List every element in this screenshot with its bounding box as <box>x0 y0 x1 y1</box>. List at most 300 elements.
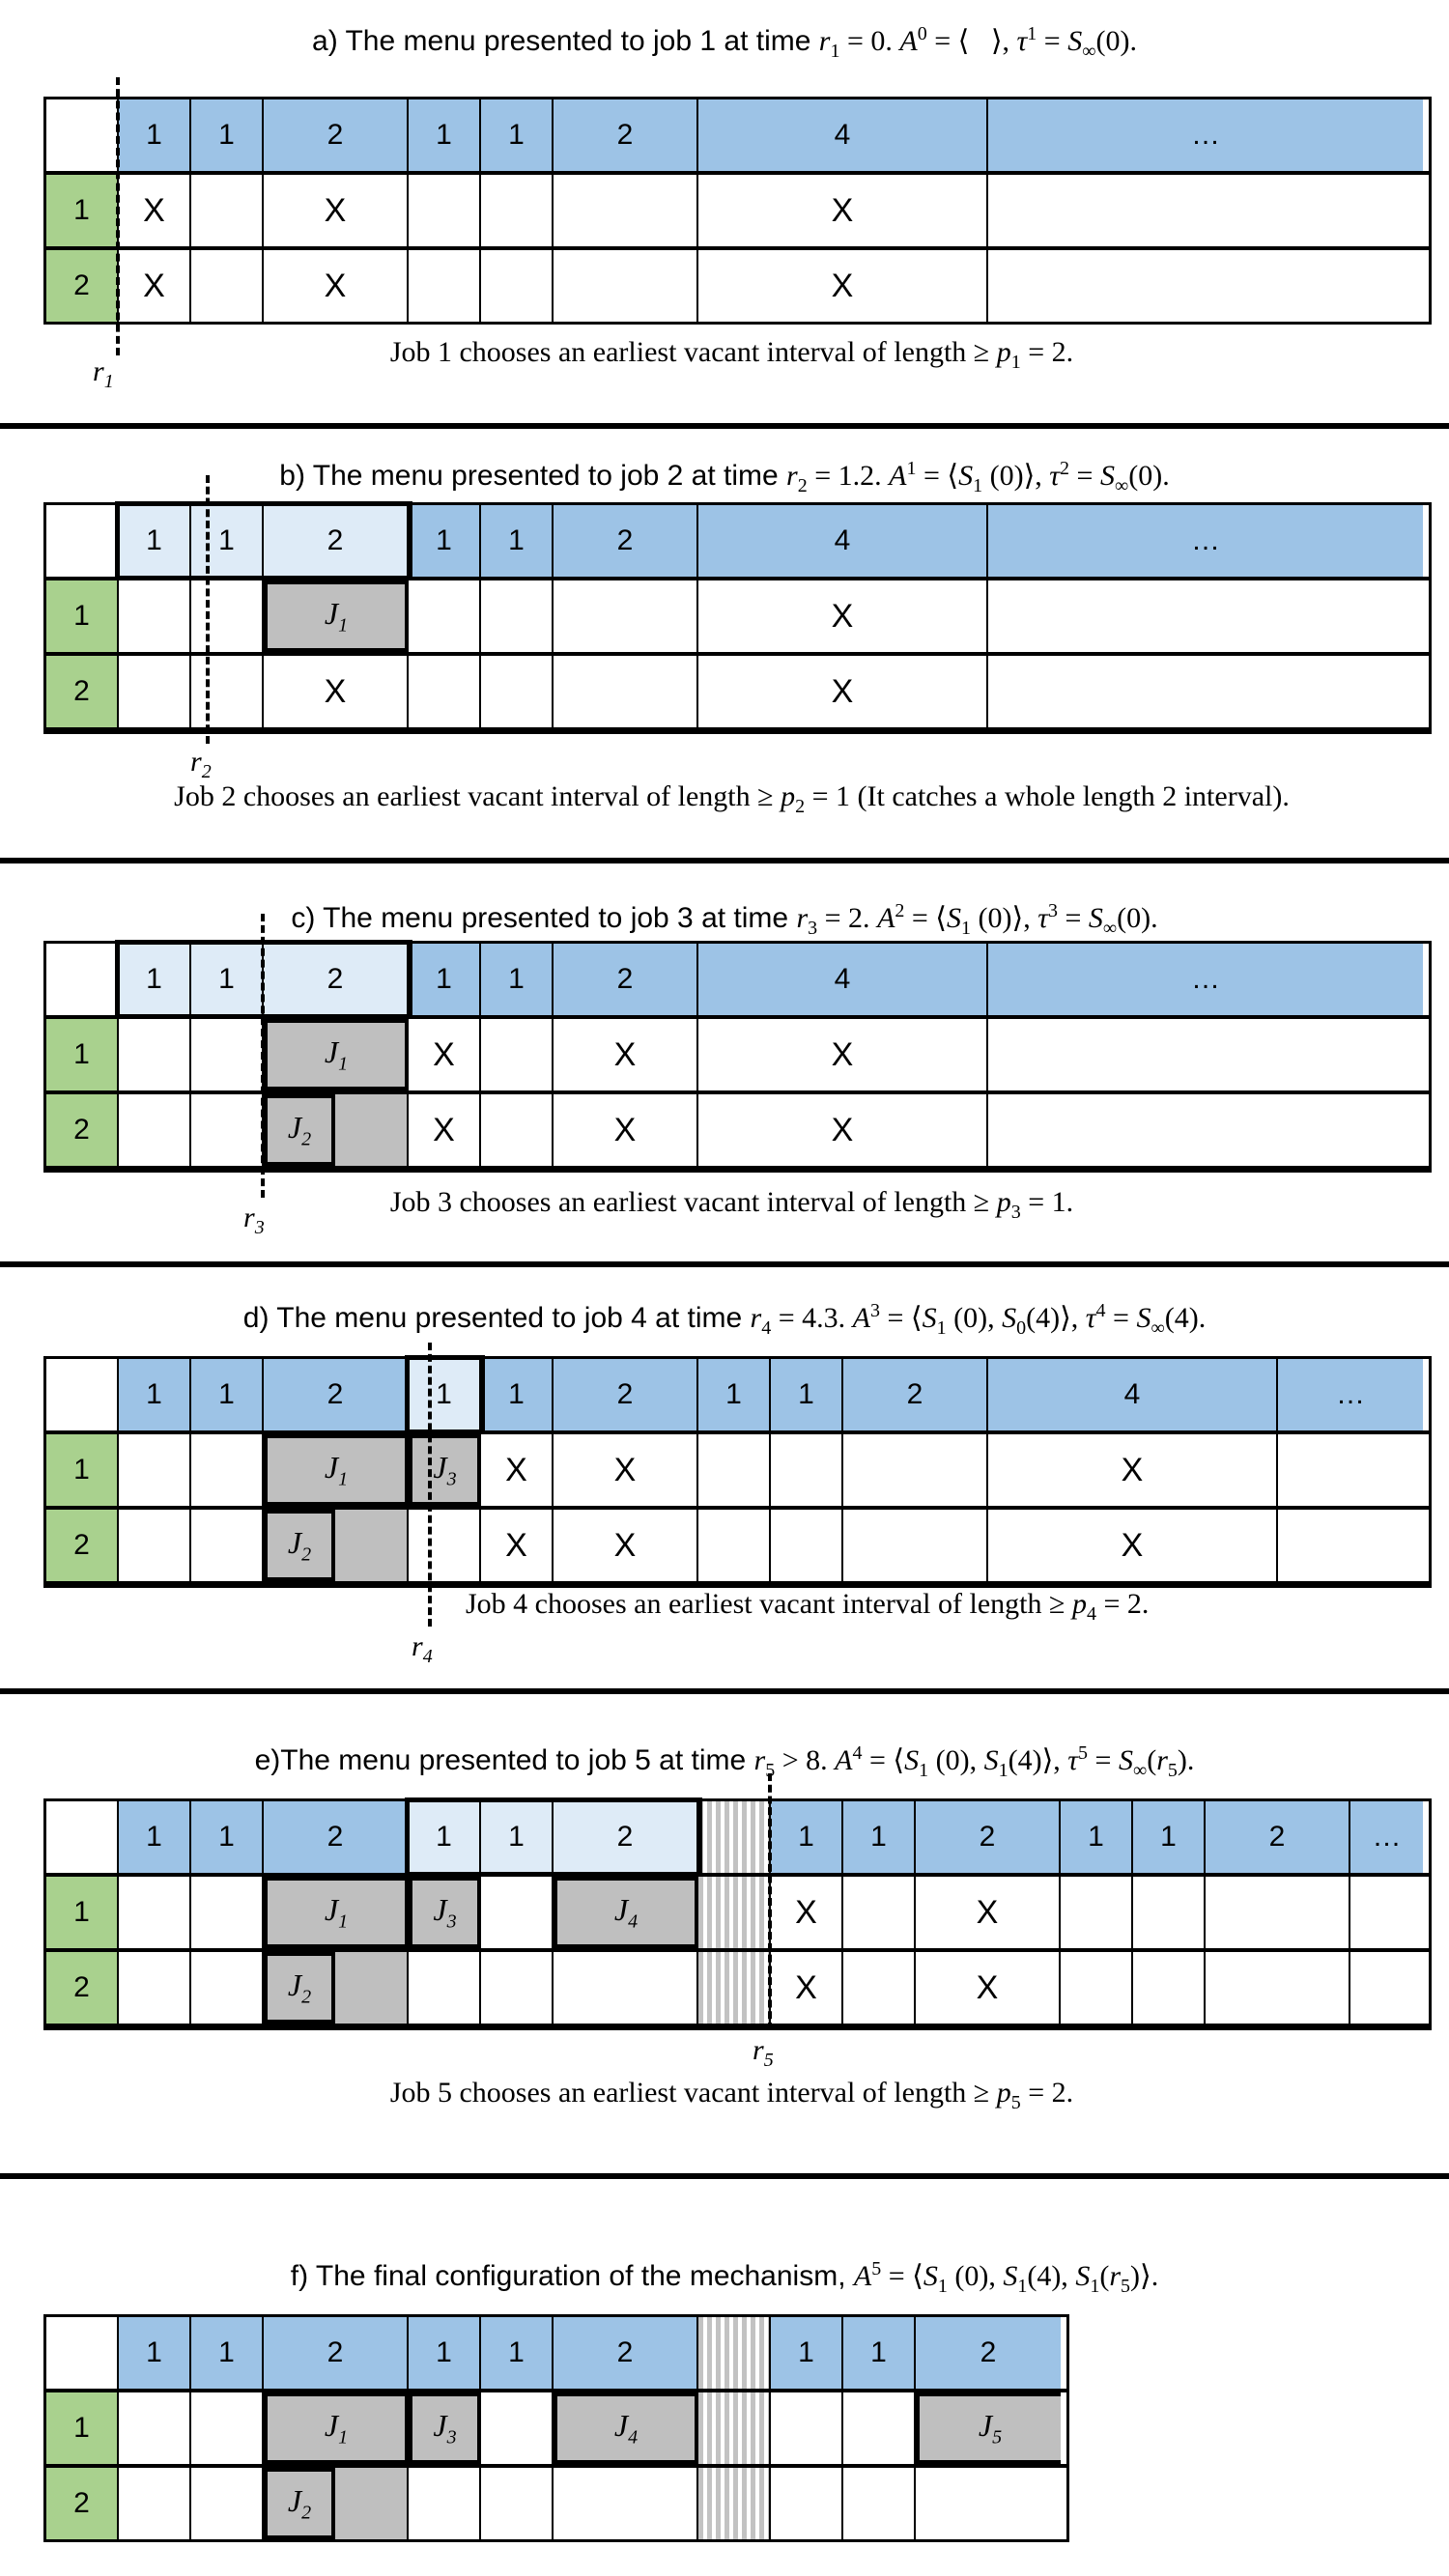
empty-cell <box>409 1510 481 1581</box>
menu-slot-cell <box>409 1359 481 1430</box>
slot-length-label: 1 <box>146 2336 162 2368</box>
text-segment: 5 <box>1167 1760 1178 1781</box>
slot-cell <box>481 505 554 577</box>
unavailable-cell <box>698 175 988 246</box>
text-segment: a) The menu presented to job 1 at time <box>312 25 819 57</box>
job-cell-j1 <box>264 1877 409 1948</box>
unavailable-cell <box>264 656 409 727</box>
unavailable-cell <box>916 1952 1061 2024</box>
text-segment: 5 <box>1121 2276 1130 2297</box>
machine-row <box>46 580 1429 656</box>
slot-cell <box>771 1359 843 1430</box>
text-segment: 1 <box>961 918 972 939</box>
text-segment: τ <box>1085 1302 1096 1334</box>
slot-cell <box>843 1359 988 1430</box>
text-segment: ∞ <box>1151 1317 1165 1339</box>
text-segment: > 8. <box>775 1744 836 1776</box>
empty-cell <box>481 1094 554 1166</box>
job-cell-j2 <box>264 2468 409 2539</box>
panel-c-timeline-table <box>43 941 1432 1173</box>
empty-cell <box>771 2392 843 2464</box>
empty-cell <box>843 2392 916 2464</box>
slot-length-label: 2 <box>979 1821 996 1853</box>
job-letter: J <box>613 1891 629 1927</box>
slot-length-label: 4 <box>834 119 851 151</box>
text-segment: S <box>1099 460 1115 492</box>
job-cell-j1 <box>264 580 409 652</box>
slot-length-label: 1 <box>218 1821 235 1853</box>
empty-cell <box>554 656 698 727</box>
slot-cell <box>1133 1801 1206 1873</box>
slot-cell <box>698 944 988 1015</box>
slot-cell <box>554 944 698 1015</box>
text-segment: (0). <box>1095 25 1137 57</box>
empty-cell <box>843 2468 916 2539</box>
elapsed-time-hatch-cell <box>698 1952 771 2024</box>
job-cell-j4 <box>554 1877 698 1948</box>
job-index: 1 <box>338 1053 349 1075</box>
text-segment: 3 <box>1010 1202 1021 1223</box>
empty-cell <box>843 1434 988 1506</box>
text-segment: 5 <box>763 2050 774 2071</box>
x-mark: X <box>1121 1451 1144 1488</box>
panel-d-caption <box>466 1586 1149 1632</box>
job-index: 1 <box>338 2426 349 2449</box>
ellipsis-cell <box>988 944 1423 1015</box>
job-half-box <box>264 1094 335 1166</box>
machine-row <box>46 1019 1429 1094</box>
slot-length-label: 1 <box>218 2336 235 2368</box>
text-segment: Job 2 chooses an earliest vacant interval of length ≥ <box>174 780 781 812</box>
job-label <box>288 1967 311 2008</box>
empty-cell <box>1133 1952 1206 2024</box>
unavailable-cell <box>554 1094 698 1166</box>
x-mark: X <box>505 1451 527 1488</box>
job-letter: J <box>287 1967 302 2002</box>
text-segment: τ <box>1037 902 1048 934</box>
slot-length-label: 1 <box>146 963 162 995</box>
machine-number: 1 <box>73 1896 90 1928</box>
empty-cell <box>409 656 481 727</box>
job-label <box>325 596 348 637</box>
slot-cell <box>264 99 409 171</box>
release-time-line <box>768 1773 772 2030</box>
empty-cell <box>409 2468 481 2539</box>
text-segment: 4 <box>1086 1603 1096 1625</box>
text-segment: (4), <box>1027 2260 1076 2292</box>
machine-number: 2 <box>73 269 90 301</box>
job-label <box>614 2408 638 2449</box>
text-segment: 3 <box>1047 900 1058 921</box>
text-segment: A <box>899 25 918 57</box>
unavailable-cell <box>771 1877 843 1948</box>
corner-cell <box>46 505 119 577</box>
text-segment: 1 <box>830 41 840 62</box>
text-segment: e)The menu presented to job 5 at time <box>254 1744 754 1776</box>
job-index: 5 <box>992 2426 1003 2449</box>
empty-cell <box>843 1877 916 1948</box>
text-segment: S <box>1067 25 1083 57</box>
text-segment: ( <box>1099 2260 1110 2292</box>
slot-cell <box>191 2317 264 2389</box>
text-segment: 1 <box>906 458 917 479</box>
unavailable-cell <box>481 1510 554 1581</box>
machine-row <box>46 1877 1429 1952</box>
unavailable-cell <box>481 1434 554 1506</box>
slot-length-label: 1 <box>436 119 452 151</box>
machine-number: 2 <box>73 675 90 707</box>
x-mark: X <box>831 191 854 229</box>
slot-cell <box>916 1801 1061 1873</box>
machine-row <box>46 250 1429 322</box>
empty-cell <box>409 250 481 322</box>
empty-cell <box>191 1434 264 1506</box>
text-segment: 1 <box>1027 23 1037 44</box>
slot-cell <box>409 505 481 577</box>
slot-length-label: … <box>1191 963 1220 995</box>
text-segment: (0). <box>1128 460 1170 492</box>
empty-cell <box>409 1952 481 2024</box>
job-letter: J <box>287 1109 302 1145</box>
job-letter: J <box>324 1033 339 1069</box>
elapsed-time-hatch-cell <box>698 2392 771 2464</box>
release-time-label <box>412 1630 433 1668</box>
text-segment: r <box>190 746 202 778</box>
text-segment: 0 <box>917 23 927 44</box>
slot-length-label: 1 <box>508 524 525 556</box>
empty-cell <box>1206 1952 1350 2024</box>
empty-cell <box>1278 1510 1423 1581</box>
job-cell-j1 <box>264 1019 409 1090</box>
empty-cell <box>988 175 1423 246</box>
corner-cell <box>46 99 119 171</box>
empty-cell <box>481 2392 554 2464</box>
slot-cell <box>191 99 264 171</box>
slot-length-label: 1 <box>798 1821 814 1853</box>
unavailable-cell <box>264 250 409 322</box>
empty-cell <box>1133 1877 1206 1948</box>
text-segment: ). <box>1177 1744 1195 1776</box>
text-segment: 4 <box>852 1742 863 1764</box>
slot-length-label: 1 <box>146 1821 162 1853</box>
slot-length-label: 2 <box>616 119 634 151</box>
text-segment: (0). <box>1117 902 1158 934</box>
panel-e-caption <box>43 2075 1420 2121</box>
text-segment: A <box>835 1744 853 1776</box>
panel-f-title <box>0 2250 1449 2305</box>
empty-cell <box>554 250 698 322</box>
empty-cell <box>191 250 264 322</box>
text-segment: Job 4 chooses an earliest vacant interval of length ≥ <box>466 1588 1072 1620</box>
slot-length-label: 4 <box>834 524 851 556</box>
empty-cell <box>409 580 481 652</box>
text-segment: τ <box>1067 1744 1079 1776</box>
machine-row-label <box>46 1019 119 1090</box>
machine-row <box>46 1952 1429 2027</box>
slot-length-label: 1 <box>218 119 235 151</box>
text-segment: ( <box>1147 1744 1157 1776</box>
empty-cell <box>481 1952 554 2024</box>
slot-cell <box>698 1359 771 1430</box>
machine-number: 1 <box>73 194 90 226</box>
machine-number: 2 <box>73 2487 90 2519</box>
machine-row-label <box>46 2392 119 2464</box>
empty-cell <box>191 2392 264 2464</box>
slot-length-label: 1 <box>870 2336 887 2368</box>
x-mark: X <box>433 1035 455 1073</box>
slot-length-label: … <box>1372 1821 1402 1853</box>
text-segment: r <box>93 355 104 387</box>
x-mark: X <box>324 672 347 710</box>
slot-cell <box>119 1801 191 1873</box>
machine-row <box>46 2392 1066 2468</box>
text-segment: = ⟨ <box>862 1744 905 1776</box>
empty-cell <box>1350 1877 1423 1948</box>
empty-cell <box>119 580 191 652</box>
empty-cell <box>481 2468 554 2539</box>
unavailable-cell <box>698 250 988 322</box>
empty-cell <box>554 1952 698 2024</box>
slot-length-label: 1 <box>146 1378 162 1410</box>
slot-cell <box>1061 1801 1133 1873</box>
machine-row-label <box>46 1094 119 1166</box>
job-letter: J <box>287 2482 302 2518</box>
slot-cell <box>191 1359 264 1430</box>
job-index: 2 <box>301 2502 312 2524</box>
header-row <box>46 1359 1429 1434</box>
text-segment: 3 <box>808 918 818 939</box>
machine-row <box>46 1510 1429 1585</box>
text-segment: (0), <box>947 2260 1004 2292</box>
x-mark: X <box>976 1968 999 2006</box>
empty-cell <box>191 580 264 652</box>
text-segment: A <box>889 460 907 492</box>
text-segment: p <box>996 336 1011 368</box>
release-time-line <box>261 914 265 1198</box>
text-segment: 5 <box>871 2258 882 2279</box>
panel-f-timeline-table <box>43 2314 1069 2542</box>
job-label <box>433 1892 456 1933</box>
job-label <box>433 1450 456 1490</box>
text-segment: ∞ <box>1082 41 1096 62</box>
slot-length-label: 4 <box>1123 1378 1141 1410</box>
job-index: 2 <box>301 1543 312 1566</box>
text-segment: 2 <box>797 475 808 496</box>
slot-length-label: 1 <box>436 1821 452 1853</box>
job-letter: J <box>324 1449 339 1485</box>
text-segment: 3 <box>254 1217 265 1238</box>
slot-length-label: 2 <box>616 2336 634 2368</box>
panel-separator <box>0 858 1449 863</box>
empty-cell <box>771 1510 843 1581</box>
x-mark: X <box>1121 1526 1144 1564</box>
job-index: 3 <box>446 2426 457 2449</box>
empty-cell <box>191 175 264 246</box>
text-segment: p <box>1071 1588 1087 1620</box>
text-segment: Job 3 chooses an earliest vacant interval of length ≥ <box>389 1186 997 1218</box>
x-mark: X <box>143 267 165 304</box>
unavailable-cell <box>988 1510 1278 1581</box>
panel-d-timeline-table <box>43 1356 1432 1588</box>
empty-cell <box>119 1877 191 1948</box>
job-index: 3 <box>446 1468 457 1490</box>
menu-slot-cell <box>554 1801 698 1873</box>
text-segment: 4 <box>761 1317 772 1339</box>
empty-cell <box>191 1510 264 1581</box>
job-index: 2 <box>301 1986 312 2008</box>
header-row <box>46 99 1429 175</box>
job-index: 4 <box>628 2426 639 2449</box>
slot-cell <box>1206 1801 1350 1873</box>
text-segment: S <box>947 902 962 934</box>
text-segment: A <box>852 1302 870 1334</box>
text-segment: S <box>904 1744 920 1776</box>
empty-cell <box>988 656 1423 727</box>
job-cell-j3 <box>409 1434 481 1506</box>
empty-cell <box>554 175 698 246</box>
machine-row <box>46 1434 1429 1510</box>
slot-cell <box>481 99 554 171</box>
x-mark: X <box>831 672 854 710</box>
empty-cell <box>771 2468 843 2539</box>
job-index: 2 <box>301 1128 312 1150</box>
slot-length-label: 2 <box>327 524 344 556</box>
job-index: 4 <box>628 1911 639 1933</box>
menu-slot-cell <box>409 1801 481 1873</box>
unavailable-cell <box>119 250 191 322</box>
job-cell-j3 <box>409 2392 481 2464</box>
text-segment: = 0. <box>839 25 900 57</box>
text-segment: 4 <box>1095 1300 1106 1321</box>
slot-length-label: 1 <box>508 119 525 151</box>
text-segment: A <box>853 2260 872 2292</box>
slot-length-label: 2 <box>327 963 344 995</box>
text-segment: p <box>996 1186 1011 1218</box>
unavailable-cell <box>698 656 988 727</box>
panel-a-timeline-table <box>43 97 1432 325</box>
panel-e-timeline-table <box>43 1798 1432 2030</box>
release-time-label <box>190 746 212 783</box>
empty-cell <box>119 1952 191 2024</box>
job-label <box>433 2408 456 2449</box>
slot-cell <box>264 1359 409 1430</box>
text-segment: 4 <box>422 1646 433 1667</box>
slot-length-label: 1 <box>508 1378 525 1410</box>
x-mark: X <box>433 1111 455 1148</box>
job-label <box>288 2483 311 2524</box>
slot-cell <box>119 99 191 171</box>
x-mark: X <box>831 1035 854 1073</box>
text-segment: 1 <box>937 2276 948 2297</box>
job-letter: J <box>324 595 339 631</box>
x-mark: X <box>795 1893 817 1931</box>
panel-separator <box>0 1688 1449 1694</box>
machine-row-label <box>46 1952 119 2024</box>
x-mark: X <box>976 1893 999 1931</box>
text-segment: 1 <box>103 371 114 392</box>
empty-cell <box>1206 1877 1350 1948</box>
job-label <box>979 2408 1002 2449</box>
elapsed-time-hatch-cell <box>698 2317 771 2389</box>
release-time-line <box>206 475 210 744</box>
slot-length-label: 1 <box>436 2336 452 2368</box>
x-mark: X <box>324 267 347 304</box>
slot-cell <box>771 1801 843 1873</box>
text-segment: = 4.3. <box>771 1302 853 1334</box>
job-index: 1 <box>338 614 349 637</box>
slot-length-label: 1 <box>725 1378 742 1410</box>
machine-row <box>46 1094 1429 1170</box>
text-segment: Job 1 chooses an earliest vacant interval of length ≥ <box>389 336 997 368</box>
unavailable-cell <box>554 1510 698 1581</box>
elapsed-time-hatch-cell <box>698 1877 771 1948</box>
text-segment: 1 <box>919 1760 929 1781</box>
text-segment: 1 <box>1010 352 1021 373</box>
text-segment: (0), <box>946 1302 1003 1334</box>
text-segment: f) The final configuration of the mechanism, <box>290 2260 854 2292</box>
release-time-label <box>753 2034 774 2072</box>
slot-cell <box>481 1359 554 1430</box>
slot-cell <box>409 2317 481 2389</box>
text-segment: S <box>1088 902 1103 934</box>
slot-cell <box>988 1359 1278 1430</box>
corner-cell <box>46 944 119 1015</box>
machine-row <box>46 2468 1066 2539</box>
slot-length-label: 1 <box>436 1378 452 1410</box>
text-segment: = <box>1088 1744 1119 1776</box>
text-segment: 2 <box>1060 458 1070 479</box>
empty-cell <box>119 1434 191 1506</box>
text-segment: ∞ <box>1132 1760 1148 1781</box>
text-segment: r <box>796 902 809 934</box>
empty-cell <box>698 1434 771 1506</box>
job-cell-j1 <box>264 1434 409 1506</box>
job-letter: J <box>978 2407 993 2443</box>
empty-cell <box>119 1510 191 1581</box>
job-cell-j2 <box>264 1094 409 1166</box>
empty-cell <box>481 250 554 322</box>
slot-length-label: … <box>1336 1378 1365 1410</box>
slot-length-label: 1 <box>1160 1821 1177 1853</box>
ellipsis-cell <box>1350 1801 1423 1873</box>
empty-cell <box>1350 1952 1423 2024</box>
slot-length-label: 1 <box>436 524 452 556</box>
empty-cell <box>1061 1877 1133 1948</box>
machine-row-label <box>46 580 119 652</box>
x-mark: X <box>143 191 165 229</box>
slot-length-label: 1 <box>1088 1821 1104 1853</box>
machine-row-label <box>46 656 119 727</box>
text-segment: (4)⟩, <box>1026 1302 1086 1334</box>
slot-length-label: 1 <box>508 1821 525 1853</box>
job-cell-j5 <box>916 2392 1061 2464</box>
text-segment: = <box>1057 902 1089 934</box>
slot-length-label: … <box>1191 524 1220 556</box>
job-cell-j1 <box>264 2392 409 2464</box>
empty-cell <box>481 175 554 246</box>
job-label <box>325 1034 348 1075</box>
slot-cell <box>698 505 988 577</box>
text-segment: = ⟨ <box>879 1302 923 1334</box>
unavailable-cell <box>771 1952 843 2024</box>
job-index: 3 <box>446 1911 457 1933</box>
text-segment: )⟩. <box>1130 2260 1159 2292</box>
text-segment: r <box>1109 2260 1121 2292</box>
machine-row-label <box>46 1434 119 1506</box>
text-segment: 2 <box>795 796 806 817</box>
job-label <box>325 2408 348 2449</box>
text-segment: τ <box>1049 460 1061 492</box>
